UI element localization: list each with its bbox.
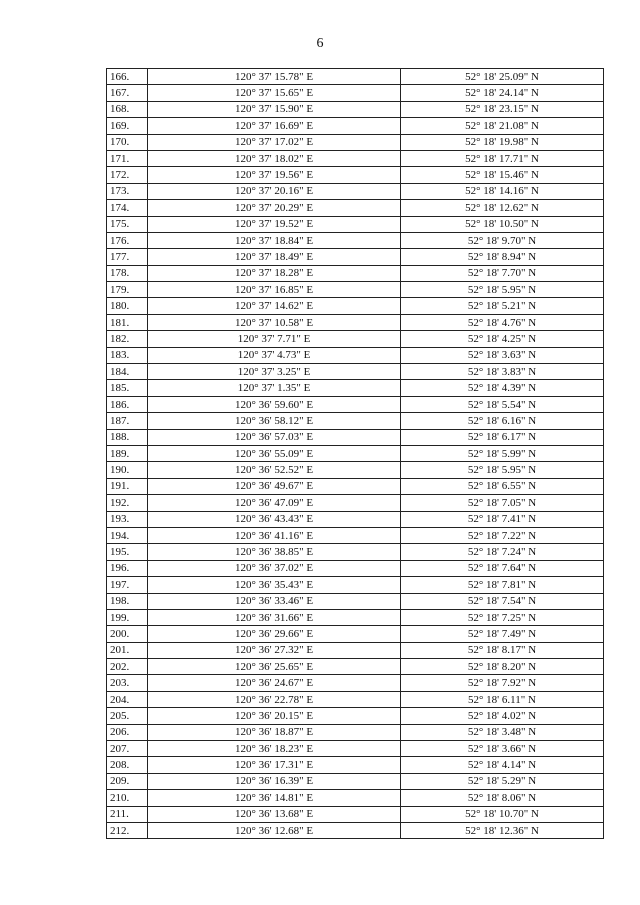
latitude-cell: 52° 18' 25.09" N (401, 69, 604, 85)
point-number-cell: 196. (107, 560, 148, 576)
point-number-cell: 177. (107, 249, 148, 265)
point-number-cell: 212. (107, 822, 148, 838)
latitude-cell: 52° 18' 4.14" N (401, 757, 604, 773)
latitude-cell: 52° 18' 3.48" N (401, 724, 604, 740)
latitude-cell: 52° 18' 4.25" N (401, 331, 604, 347)
longitude-cell: 120° 36' 41.16" E (148, 527, 401, 543)
latitude-cell: 52° 18' 7.70" N (401, 265, 604, 281)
longitude-cell: 120° 36' 13.68" E (148, 806, 401, 822)
longitude-cell: 120° 36' 16.39" E (148, 773, 401, 789)
longitude-cell: 120° 36' 20.15" E (148, 708, 401, 724)
longitude-cell: 120° 36' 12.68" E (148, 822, 401, 838)
table-row (107, 232, 604, 248)
latitude-cell: 52° 18' 3.66" N (401, 741, 604, 757)
latitude-cell: 52° 18' 6.55" N (401, 478, 604, 494)
table-row (107, 265, 604, 281)
point-number-cell: 186. (107, 396, 148, 412)
point-number-cell: 172. (107, 167, 148, 183)
point-number-cell: 166. (107, 69, 148, 85)
longitude-cell: 120° 36' 57.03" E (148, 429, 401, 445)
table-row (107, 724, 604, 740)
point-number-cell: 203. (107, 675, 148, 691)
latitude-cell: 52° 18' 5.99" N (401, 445, 604, 461)
latitude-cell: 52° 18' 17.71" N (401, 150, 604, 166)
point-number-cell: 209. (107, 773, 148, 789)
longitude-cell: 120° 37' 15.90" E (148, 101, 401, 117)
table-row (107, 757, 604, 773)
longitude-cell: 120° 36' 59.60" E (148, 396, 401, 412)
table-row (107, 626, 604, 642)
table-row (107, 134, 604, 150)
coordinates-table (106, 68, 604, 839)
point-number-cell: 178. (107, 265, 148, 281)
point-number-cell: 167. (107, 85, 148, 101)
latitude-cell: 52° 18' 14.16" N (401, 183, 604, 199)
latitude-cell: 52° 18' 5.95" N (401, 462, 604, 478)
latitude-cell: 52° 18' 9.70" N (401, 232, 604, 248)
table-row (107, 396, 604, 412)
table-row (107, 200, 604, 216)
point-number-cell: 170. (107, 134, 148, 150)
latitude-cell: 52° 18' 4.39" N (401, 380, 604, 396)
point-number-cell: 176. (107, 232, 148, 248)
table-row (107, 659, 604, 675)
latitude-cell: 52° 18' 7.49" N (401, 626, 604, 642)
longitude-cell: 120° 37' 20.29" E (148, 200, 401, 216)
point-number-cell: 208. (107, 757, 148, 773)
longitude-cell: 120° 37' 15.78" E (148, 69, 401, 85)
point-number-cell: 188. (107, 429, 148, 445)
longitude-cell: 120° 37' 19.56" E (148, 167, 401, 183)
longitude-cell: 120° 37' 20.16" E (148, 183, 401, 199)
longitude-cell: 120° 36' 55.09" E (148, 445, 401, 461)
table-row (107, 708, 604, 724)
point-number-cell: 206. (107, 724, 148, 740)
table-row (107, 642, 604, 658)
longitude-cell: 120° 37' 1.35" E (148, 380, 401, 396)
table-row (107, 314, 604, 330)
longitude-cell: 120° 37' 16.69" E (148, 118, 401, 134)
longitude-cell: 120° 37' 15.65" E (148, 85, 401, 101)
longitude-cell: 120° 37' 3.25" E (148, 364, 401, 380)
point-number-cell: 210. (107, 790, 148, 806)
latitude-cell: 52° 18' 15.46" N (401, 167, 604, 183)
point-number-cell: 202. (107, 659, 148, 675)
latitude-cell: 52° 18' 8.20" N (401, 659, 604, 675)
table-row (107, 462, 604, 478)
longitude-cell: 120° 37' 19.52" E (148, 216, 401, 232)
latitude-cell: 52° 18' 8.94" N (401, 249, 604, 265)
point-number-cell: 189. (107, 445, 148, 461)
latitude-cell: 52° 18' 10.50" N (401, 216, 604, 232)
latitude-cell: 52° 18' 6.17" N (401, 429, 604, 445)
latitude-cell: 52° 18' 3.83" N (401, 364, 604, 380)
table-row (107, 527, 604, 543)
point-number-cell: 173. (107, 183, 148, 199)
latitude-cell: 52° 18' 4.76" N (401, 314, 604, 330)
longitude-cell: 120° 36' 43.43" E (148, 511, 401, 527)
table-row (107, 741, 604, 757)
longitude-cell: 120° 36' 25.65" E (148, 659, 401, 675)
longitude-cell: 120° 37' 18.02" E (148, 150, 401, 166)
table-row (107, 544, 604, 560)
table-row (107, 101, 604, 117)
longitude-cell: 120° 36' 58.12" E (148, 413, 401, 429)
point-number-cell: 179. (107, 282, 148, 298)
longitude-cell: 120° 36' 47.09" E (148, 495, 401, 511)
longitude-cell: 120° 36' 49.67" E (148, 478, 401, 494)
table-row (107, 822, 604, 838)
point-number-cell: 184. (107, 364, 148, 380)
longitude-cell: 120° 37' 16.85" E (148, 282, 401, 298)
table-row (107, 773, 604, 789)
point-number-cell: 192. (107, 495, 148, 511)
table-row (107, 413, 604, 429)
latitude-cell: 52° 18' 7.64" N (401, 560, 604, 576)
latitude-cell: 52° 18' 12.62" N (401, 200, 604, 216)
point-number-cell: 175. (107, 216, 148, 232)
point-number-cell: 195. (107, 544, 148, 560)
latitude-cell: 52° 18' 5.29" N (401, 773, 604, 789)
longitude-cell: 120° 36' 38.85" E (148, 544, 401, 560)
table-row (107, 609, 604, 625)
latitude-cell: 52° 18' 7.41" N (401, 511, 604, 527)
longitude-cell: 120° 36' 27.32" E (148, 642, 401, 658)
latitude-cell: 52° 18' 19.98" N (401, 134, 604, 150)
latitude-cell: 52° 18' 5.95" N (401, 282, 604, 298)
longitude-cell: 120° 37' 18.84" E (148, 232, 401, 248)
table-row (107, 331, 604, 347)
table-row (107, 806, 604, 822)
table-row (107, 511, 604, 527)
table-row (107, 167, 604, 183)
latitude-cell: 52° 18' 6.11" N (401, 691, 604, 707)
table-row (107, 495, 604, 511)
table-row (107, 216, 604, 232)
table-row (107, 790, 604, 806)
point-number-cell: 182. (107, 331, 148, 347)
table-row (107, 364, 604, 380)
longitude-cell: 120° 36' 14.81" E (148, 790, 401, 806)
table-row (107, 593, 604, 609)
point-number-cell: 205. (107, 708, 148, 724)
coordinates-table-body (107, 69, 604, 839)
table-row (107, 249, 604, 265)
longitude-cell: 120° 36' 24.67" E (148, 675, 401, 691)
latitude-cell: 52° 18' 8.17" N (401, 642, 604, 658)
longitude-cell: 120° 37' 18.49" E (148, 249, 401, 265)
point-number-cell: 204. (107, 691, 148, 707)
point-number-cell: 181. (107, 314, 148, 330)
longitude-cell: 120° 36' 29.66" E (148, 626, 401, 642)
table-row (107, 429, 604, 445)
point-number-cell: 211. (107, 806, 148, 822)
table-row (107, 298, 604, 314)
point-number-cell: 190. (107, 462, 148, 478)
point-number-cell: 180. (107, 298, 148, 314)
point-number-cell: 199. (107, 609, 148, 625)
point-number-cell: 198. (107, 593, 148, 609)
latitude-cell: 52° 18' 5.21" N (401, 298, 604, 314)
longitude-cell: 120° 37' 4.73" E (148, 347, 401, 363)
longitude-cell: 120° 37' 17.02" E (148, 134, 401, 150)
longitude-cell: 120° 36' 37.02" E (148, 560, 401, 576)
latitude-cell: 52° 18' 7.81" N (401, 577, 604, 593)
point-number-cell: 171. (107, 150, 148, 166)
longitude-cell: 120° 36' 33.46" E (148, 593, 401, 609)
latitude-cell: 52° 18' 7.05" N (401, 495, 604, 511)
table-row (107, 118, 604, 134)
table-row (107, 577, 604, 593)
latitude-cell: 52° 18' 4.02" N (401, 708, 604, 724)
longitude-cell: 120° 36' 18.87" E (148, 724, 401, 740)
latitude-cell: 52° 18' 5.54" N (401, 396, 604, 412)
table-row (107, 347, 604, 363)
latitude-cell: 52° 18' 7.24" N (401, 544, 604, 560)
longitude-cell: 120° 37' 7.71" E (148, 331, 401, 347)
table-row (107, 478, 604, 494)
table-row (107, 675, 604, 691)
longitude-cell: 120° 37' 18.28" E (148, 265, 401, 281)
point-number-cell: 183. (107, 347, 148, 363)
point-number-cell: 185. (107, 380, 148, 396)
latitude-cell: 52° 18' 7.54" N (401, 593, 604, 609)
point-number-cell: 207. (107, 741, 148, 757)
latitude-cell: 52° 18' 6.16" N (401, 413, 604, 429)
latitude-cell: 52° 18' 7.25" N (401, 609, 604, 625)
longitude-cell: 120° 36' 35.43" E (148, 577, 401, 593)
latitude-cell: 52° 18' 3.63" N (401, 347, 604, 363)
table-row (107, 691, 604, 707)
point-number-cell: 168. (107, 101, 148, 117)
table-row (107, 183, 604, 199)
longitude-cell: 120° 37' 14.62" E (148, 298, 401, 314)
latitude-cell: 52° 18' 23.15" N (401, 101, 604, 117)
latitude-cell: 52° 18' 8.06" N (401, 790, 604, 806)
point-number-cell: 194. (107, 527, 148, 543)
longitude-cell: 120° 36' 52.52" E (148, 462, 401, 478)
table-row (107, 85, 604, 101)
table-row (107, 150, 604, 166)
table-row (107, 282, 604, 298)
latitude-cell: 52° 18' 7.92" N (401, 675, 604, 691)
point-number-cell: 187. (107, 413, 148, 429)
table-row (107, 69, 604, 85)
latitude-cell: 52° 18' 24.14" N (401, 85, 604, 101)
latitude-cell: 52° 18' 10.70" N (401, 806, 604, 822)
point-number-cell: 197. (107, 577, 148, 593)
longitude-cell: 120° 36' 22.78" E (148, 691, 401, 707)
point-number-cell: 191. (107, 478, 148, 494)
longitude-cell: 120° 36' 31.66" E (148, 609, 401, 625)
point-number-cell: 201. (107, 642, 148, 658)
point-number-cell: 174. (107, 200, 148, 216)
table-row (107, 380, 604, 396)
longitude-cell: 120° 36' 17.31" E (148, 757, 401, 773)
latitude-cell: 52° 18' 21.08" N (401, 118, 604, 134)
point-number-cell: 200. (107, 626, 148, 642)
table-row (107, 560, 604, 576)
longitude-cell: 120° 36' 18.23" E (148, 741, 401, 757)
point-number-cell: 193. (107, 511, 148, 527)
page-number: 6 (316, 36, 324, 51)
table-row (107, 445, 604, 461)
latitude-cell: 52° 18' 12.36" N (401, 822, 604, 838)
latitude-cell: 52° 18' 7.22" N (401, 527, 604, 543)
point-number-cell: 169. (107, 118, 148, 134)
longitude-cell: 120° 37' 10.58" E (148, 314, 401, 330)
